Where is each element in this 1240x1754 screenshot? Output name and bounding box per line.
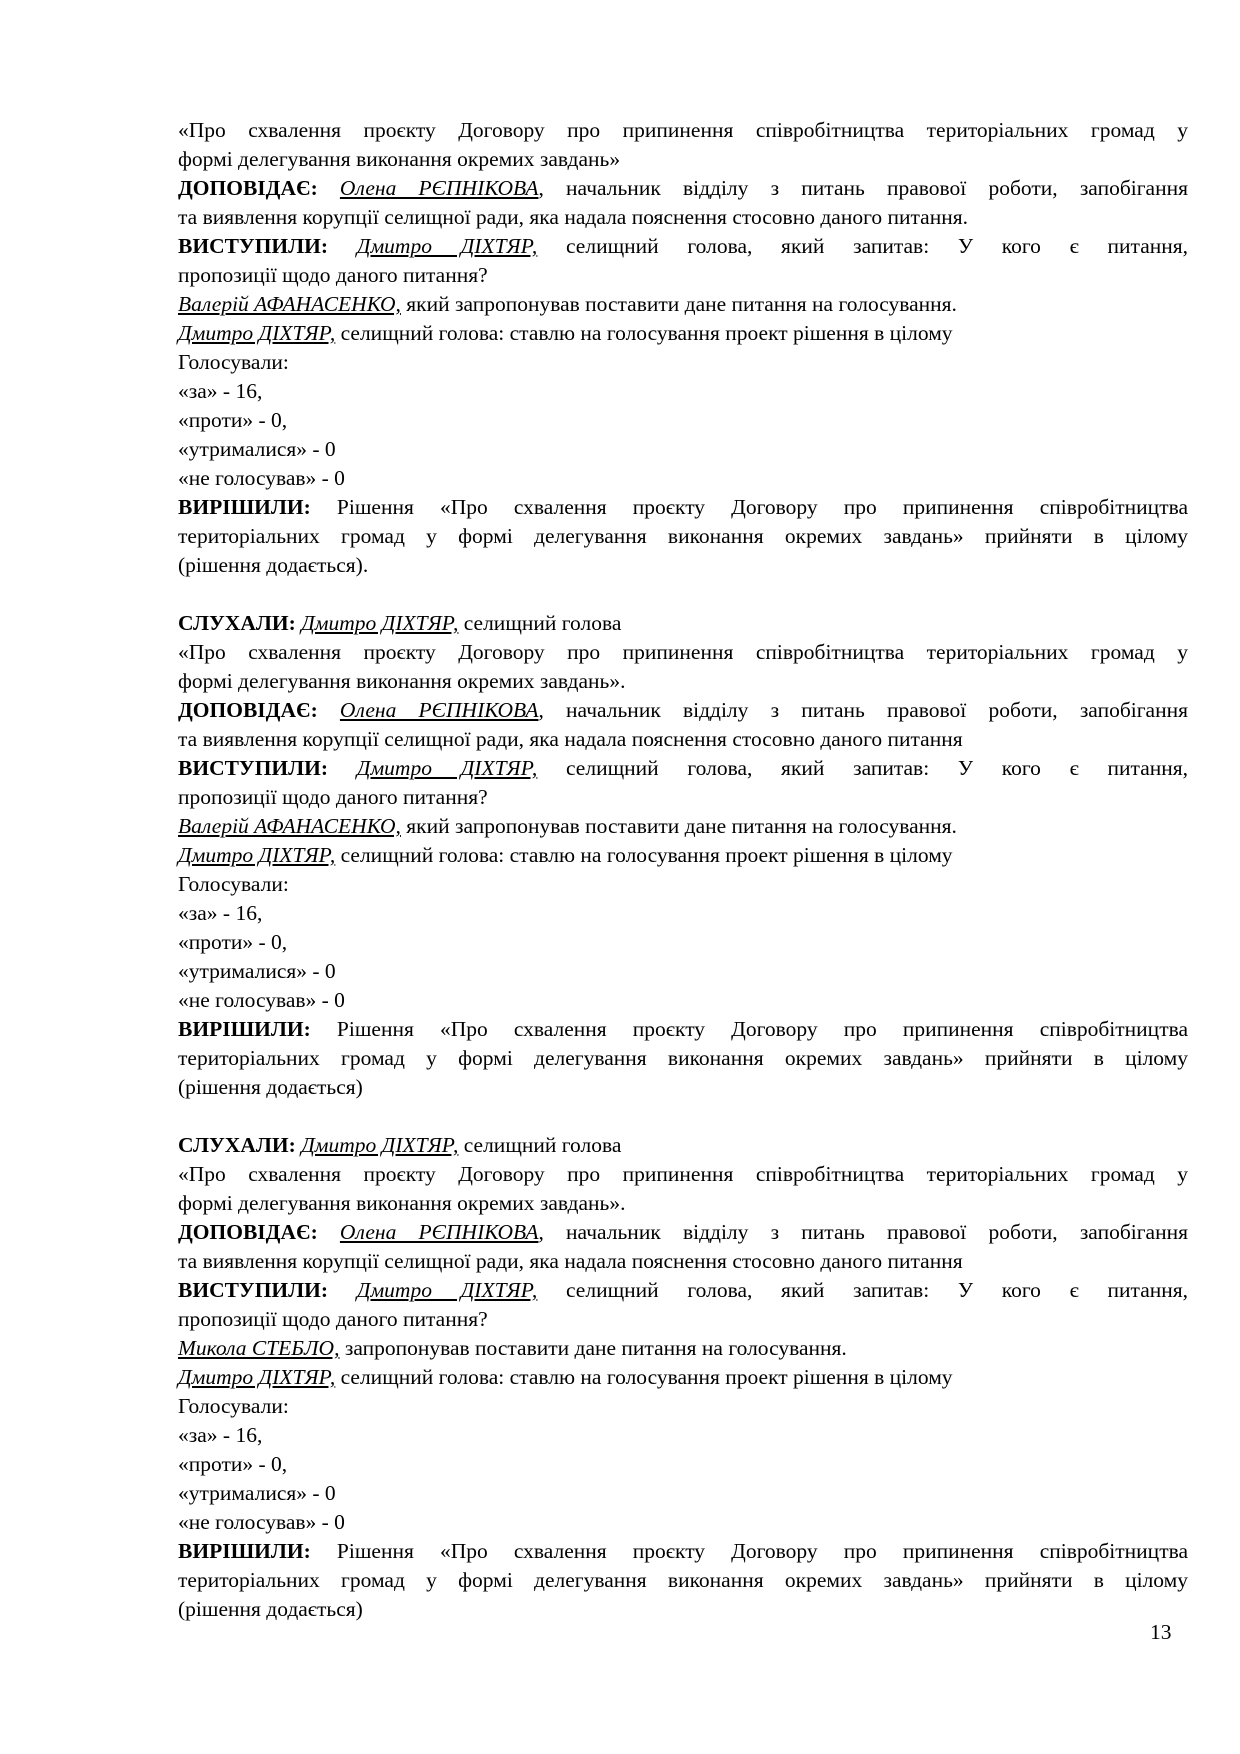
- proposer-line: Микола СТЕБЛО, запропонував поставити дане питання на голосування.: [178, 1336, 847, 1360]
- item-title: «Про схвалення проєкту Договору про припинення співробітництва територіальних громад у: [178, 118, 1188, 142]
- vote-for: «за» - 16,: [178, 901, 263, 925]
- decided-line-end: (рішення додається).: [178, 553, 369, 577]
- item-title: «Про схвалення проєкту Договору про припинення співробітництва територіальних громад у: [178, 640, 1188, 664]
- heard-line: СЛУХАЛИ: Дмитро ДІХТЯР, селищний голова: [178, 611, 622, 635]
- chair-name: Дмитро ДІХТЯР,: [178, 843, 336, 867]
- vote-not-voted: «не голосував» - 0: [178, 988, 345, 1012]
- chair-line: Дмитро ДІХТЯР, селищний голова: ставлю на голосування проект рішення в цілому: [178, 1365, 953, 1389]
- reporter-line: ДОПОВІДАЄ: Олена РЄПНІКОВА, начальник відділу з питань правової роботи, запобігання: [178, 1220, 1189, 1244]
- section-gap: [178, 580, 1188, 609]
- reporter-line: ДОПОВІДАЄ: Олена РЄПНІКОВА, начальник відділу з питань правової роботи, запобігання: [178, 698, 1189, 722]
- decided-line: ВИРІШИЛИ: Рішення «Про схвалення проєкту Договору про припинення співробітництва: [178, 1539, 1188, 1563]
- agenda-section-3: [178, 1131, 1188, 1624]
- spoke-label: ВИСТУПИЛИ:: [178, 234, 329, 258]
- spoke-line-cont: пропозиції щодо даного питання?: [178, 785, 488, 809]
- decided-label: ВИРІШИЛИ:: [178, 495, 311, 519]
- spoke-line-cont: пропозиції щодо даного питання?: [178, 263, 488, 287]
- proposer-line: Валерій АФАНАСЕНКО, який запропонував поставити дане питання на голосування.: [178, 814, 957, 838]
- voted-label: Голосували:: [178, 872, 289, 896]
- proposer-line: Валерій АФАНАСЕНКО, який запропонував поставити дане питання на голосування.: [178, 292, 957, 316]
- spoke-line-cont: пропозиції щодо даного питання?: [178, 1307, 488, 1331]
- agenda-section-1: [178, 116, 1188, 580]
- heard-name: Дмитро ДІХТЯР,: [301, 611, 459, 635]
- chair-name: Дмитро ДІХТЯР,: [178, 1365, 336, 1389]
- spoke-line: ВИСТУПИЛИ: Дмитро ДІХТЯР, селищний голова, який запитав: У кого є питання,: [178, 1278, 1189, 1302]
- reporter-name: Олена РЄПНІКОВА: [339, 176, 539, 200]
- vote-against: «проти» - 0,: [178, 1452, 288, 1476]
- chair-line: Дмитро ДІХТЯР, селищний голова: ставлю на голосування проект рішення в цілому: [178, 843, 953, 867]
- decided-label: ВИРІШИЛИ:: [178, 1017, 311, 1041]
- decided-line: ВИРІШИЛИ: Рішення «Про схвалення проєкту Договору про припинення співробітництва: [178, 495, 1188, 519]
- decided-line-cont: територіальних громад у формі делегування виконання окремих завдань» прийняти в цілому: [178, 1046, 1188, 1070]
- speaker-name: Дмитро ДІХТЯР,: [356, 756, 538, 780]
- item-title-cont: формі делегування виконання окремих завдань»: [178, 147, 621, 171]
- spoke-label: ВИСТУПИЛИ:: [178, 1278, 329, 1302]
- spoke-line: ВИСТУПИЛИ: Дмитро ДІХТЯР, селищний голова, який запитав: У кого є питання,: [178, 756, 1189, 780]
- decided-label: ВИРІШИЛИ:: [178, 1539, 311, 1563]
- reporter-line-cont: та виявлення корупції селищної ради, яка надала пояснення стосовно даного питання.: [178, 205, 968, 229]
- speaker-name: Дмитро ДІХТЯР,: [356, 1278, 538, 1302]
- heard-label: СЛУХАЛИ:: [178, 1133, 296, 1157]
- heard-name: Дмитро ДІХТЯР,: [301, 1133, 459, 1157]
- item-title-cont: формі делегування виконання окремих завдань».: [178, 669, 626, 693]
- vote-for: «за» - 16,: [178, 379, 263, 403]
- item-title-cont: формі делегування виконання окремих завдань».: [178, 1191, 626, 1215]
- vote-abstained: «утрималися» - 0: [178, 959, 336, 983]
- chair-name: Дмитро ДІХТЯР,: [178, 321, 336, 345]
- agenda-section-2: [178, 609, 1188, 1102]
- heard-line: СЛУХАЛИ: Дмитро ДІХТЯР, селищний голова: [178, 1133, 622, 1157]
- vote-not-voted: «не голосував» - 0: [178, 466, 345, 490]
- proposer-name: Микола СТЕБЛО,: [178, 1336, 340, 1360]
- vote-for: «за» - 16,: [178, 1423, 263, 1447]
- speaker-name: Дмитро ДІХТЯР,: [356, 234, 538, 258]
- report-label: ДОПОВІДАЄ:: [178, 1220, 318, 1244]
- report-label: ДОПОВІДАЄ:: [178, 176, 318, 200]
- vote-abstained: «утрималися» - 0: [178, 1481, 336, 1505]
- proposer-name: Валерій АФАНАСЕНКО,: [178, 292, 401, 316]
- vote-against: «проти» - 0,: [178, 408, 288, 432]
- vote-against: «проти» - 0,: [178, 930, 288, 954]
- voted-label: Голосували:: [178, 1394, 289, 1418]
- page-number: 13: [1150, 1620, 1172, 1644]
- section-gap: [178, 1102, 1188, 1131]
- document-page: [178, 116, 1188, 1624]
- reporter-name: Олена РЄПНІКОВА: [339, 698, 539, 722]
- spoke-line: ВИСТУПИЛИ: Дмитро ДІХТЯР, селищний голова, який запитав: У кого є питання,: [178, 234, 1189, 258]
- decided-line-end: (рішення додається): [178, 1075, 363, 1099]
- decided-line-end: (рішення додається): [178, 1597, 363, 1621]
- item-title: «Про схвалення проєкту Договору про припинення співробітництва територіальних громад у: [178, 1162, 1188, 1186]
- decided-line-cont: територіальних громад у формі делегування виконання окремих завдань» прийняти в цілому: [178, 524, 1188, 548]
- vote-abstained: «утрималися» - 0: [178, 437, 336, 461]
- vote-not-voted: «не голосував» - 0: [178, 1510, 345, 1534]
- chair-line: Дмитро ДІХТЯР, селищний голова: ставлю на голосування проект рішення в цілому: [178, 321, 953, 345]
- decided-line: ВИРІШИЛИ: Рішення «Про схвалення проєкту Договору про припинення співробітництва: [178, 1017, 1188, 1041]
- report-label: ДОПОВІДАЄ:: [178, 698, 318, 722]
- proposer-name: Валерій АФАНАСЕНКО,: [178, 814, 401, 838]
- reporter-name: Олена РЄПНІКОВА: [339, 1220, 539, 1244]
- voted-label: Голосували:: [178, 350, 289, 374]
- reporter-line: ДОПОВІДАЄ: Олена РЄПНІКОВА, начальник відділу з питань правової роботи, запобігання: [178, 176, 1189, 200]
- decided-line-cont: територіальних громад у формі делегування виконання окремих завдань» прийняти в цілому: [178, 1568, 1188, 1592]
- spoke-label: ВИСТУПИЛИ:: [178, 756, 329, 780]
- reporter-line-cont: та виявлення корупції селищної ради, яка надала пояснення стосовно даного питання: [178, 727, 963, 751]
- heard-label: СЛУХАЛИ:: [178, 611, 296, 635]
- reporter-line-cont: та виявлення корупції селищної ради, яка надала пояснення стосовно даного питання: [178, 1249, 963, 1273]
